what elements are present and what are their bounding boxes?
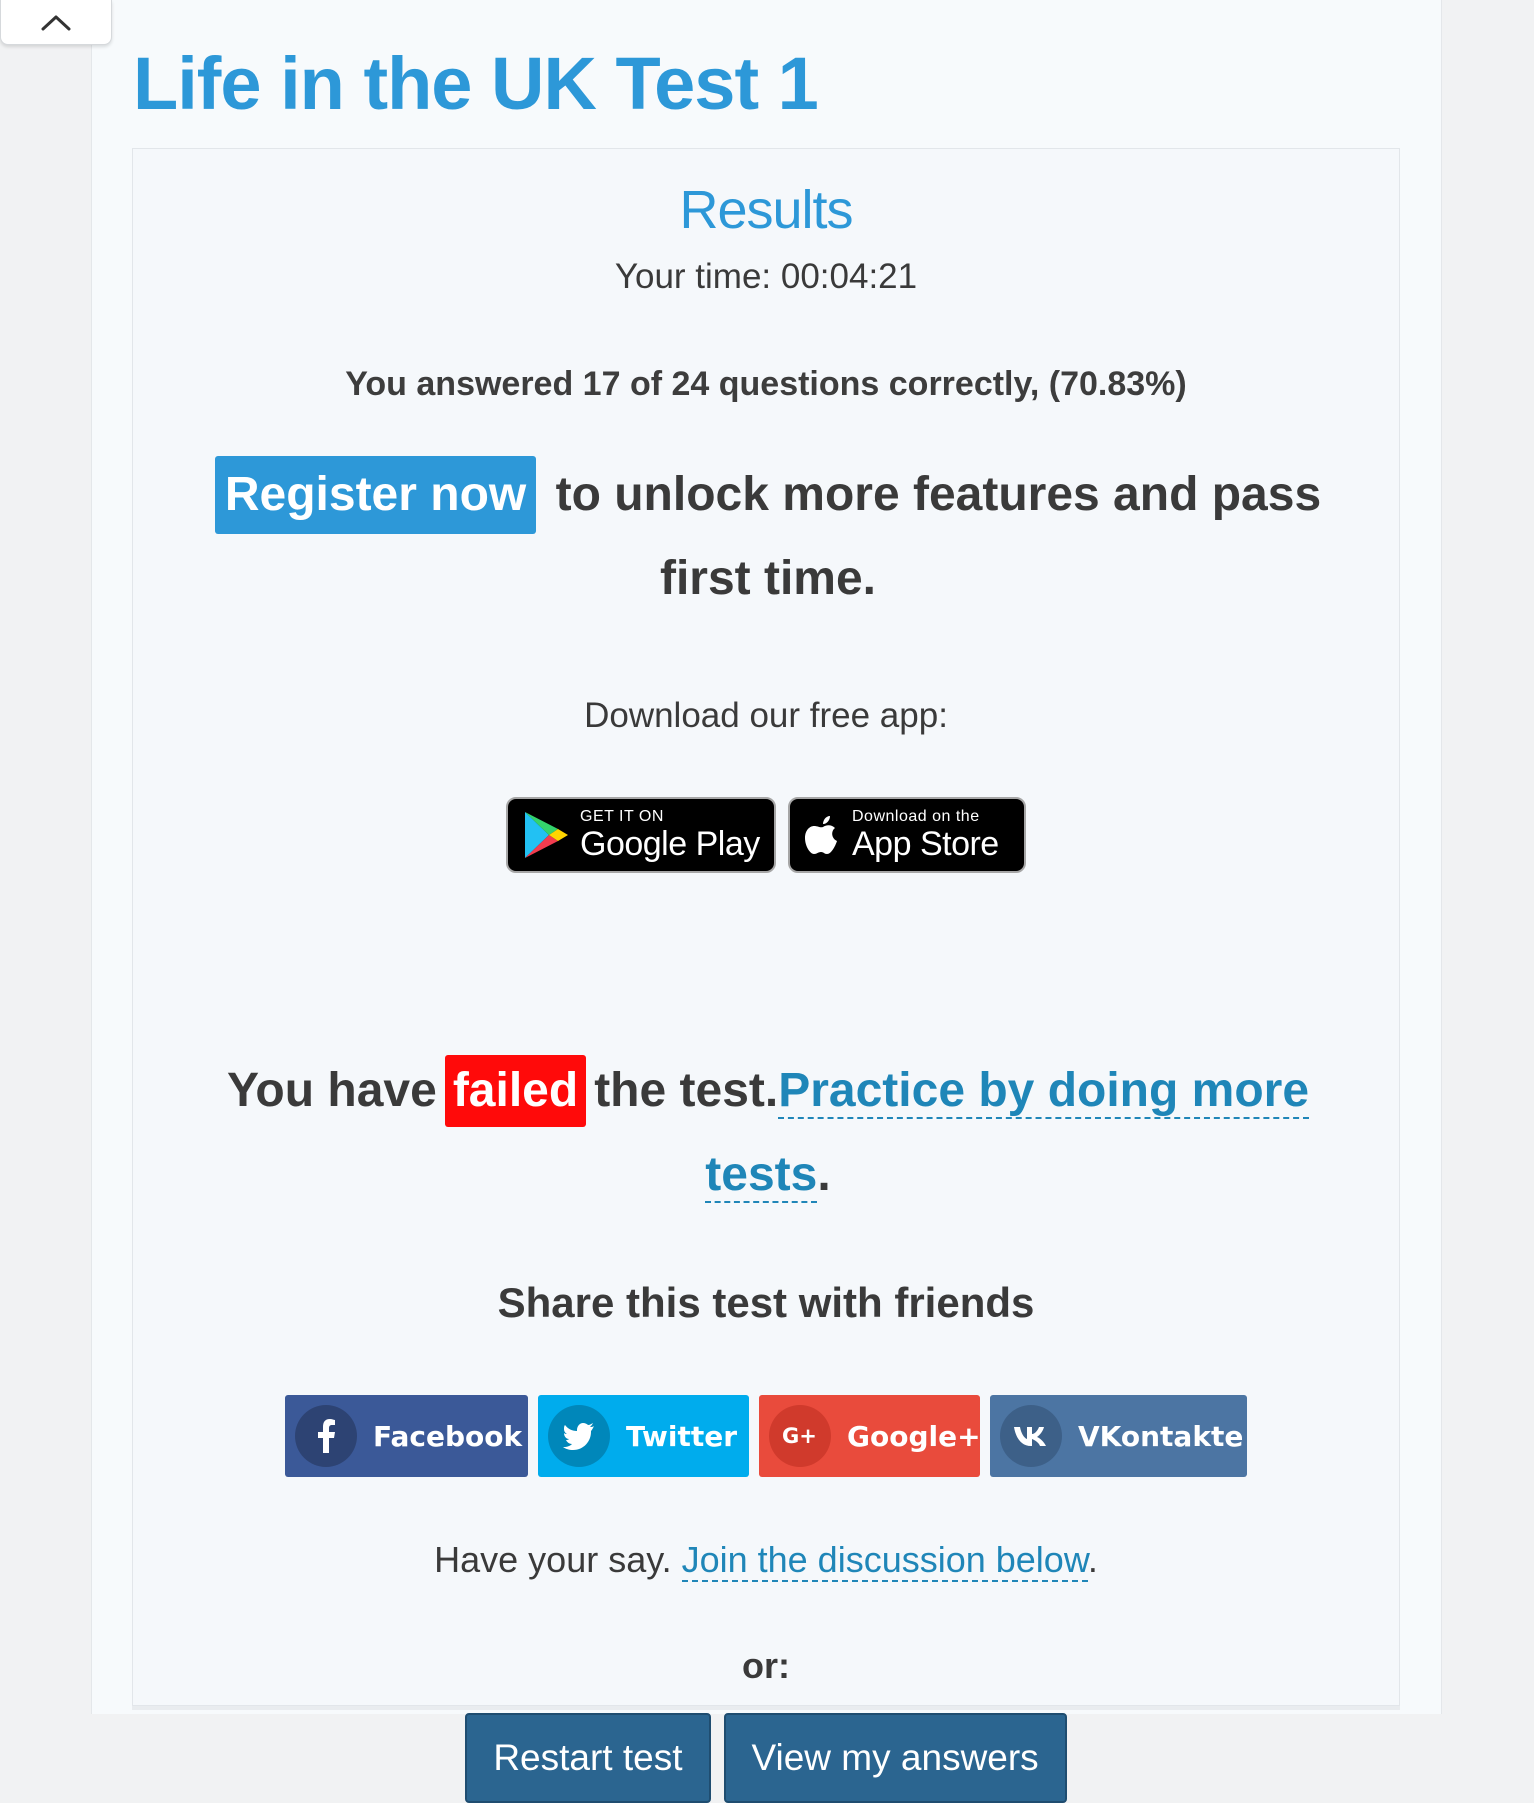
failed-status-badge: failed xyxy=(445,1055,586,1127)
download-app-label: Download our free app: xyxy=(584,696,948,735)
google-play-icon xyxy=(522,809,570,861)
discussion-prompt xyxy=(133,1539,1399,1581)
share-google-plus-label: Google+ xyxy=(847,1419,981,1453)
page-title: Life in the UK Test 1 xyxy=(133,42,818,125)
app-store-big-text: App Store xyxy=(852,825,999,863)
store-badges xyxy=(133,797,1399,873)
vk-icon xyxy=(1000,1405,1062,1467)
register-now-button[interactable]: Register now xyxy=(215,456,536,534)
share-facebook-button[interactable] xyxy=(285,1395,528,1477)
test-outcome xyxy=(188,1049,1348,1217)
google-play-badge[interactable] xyxy=(506,797,776,873)
join-discussion-link[interactable]: Join the discussion below xyxy=(681,1539,1088,1580)
apple-icon xyxy=(804,812,842,858)
discussion-prefix: Have your say. xyxy=(434,1539,672,1580)
twitter-icon xyxy=(548,1405,610,1467)
results-heading: Results xyxy=(679,180,853,240)
outcome-prefix: You have xyxy=(226,1064,437,1117)
share-vkontakte-label: VKontakte xyxy=(1078,1419,1244,1453)
app-store-small-text: Download on the xyxy=(852,808,980,825)
or-label: or: xyxy=(742,1645,790,1686)
share-buttons xyxy=(133,1395,1399,1477)
google-play-small-text: GET IT ON xyxy=(580,808,664,825)
share-vkontakte-button[interactable] xyxy=(990,1395,1247,1477)
view-my-answers-button[interactable]: View my answers xyxy=(724,1713,1067,1803)
share-twitter-button[interactable] xyxy=(538,1395,749,1477)
share-heading: Share this test with friends xyxy=(497,1279,1035,1326)
discussion-end: . xyxy=(1087,1539,1098,1580)
share-google-plus-button[interactable] xyxy=(759,1395,980,1477)
score-summary: You answered 17 of 24 questions correctly, (70.83%) xyxy=(345,365,1187,403)
svg-text:G+: G+ xyxy=(782,1424,817,1448)
app-store-badge[interactable] xyxy=(788,797,1026,873)
results-card xyxy=(132,148,1400,1778)
scroll-to-top-button[interactable] xyxy=(0,0,112,45)
share-twitter-label: Twitter xyxy=(626,1419,738,1453)
google-play-big-text: Google Play xyxy=(580,825,760,863)
facebook-icon xyxy=(295,1405,357,1467)
your-time: Your time: 00:04:21 xyxy=(614,257,918,296)
chevron-up-icon xyxy=(39,12,73,32)
restart-test-button[interactable]: Restart test xyxy=(465,1713,710,1803)
practice-more-tests-link[interactable]: Practice by doing more tests xyxy=(705,1064,1310,1201)
outcome-end: . xyxy=(817,1148,831,1201)
outcome-suffix: the test. xyxy=(594,1064,779,1117)
share-facebook-label: Facebook xyxy=(373,1419,523,1453)
google-plus-icon xyxy=(769,1405,831,1467)
result-actions xyxy=(133,1713,1399,1803)
register-promo-text: to unlock more features and pass first time. xyxy=(555,468,1322,605)
register-promo xyxy=(188,453,1348,621)
